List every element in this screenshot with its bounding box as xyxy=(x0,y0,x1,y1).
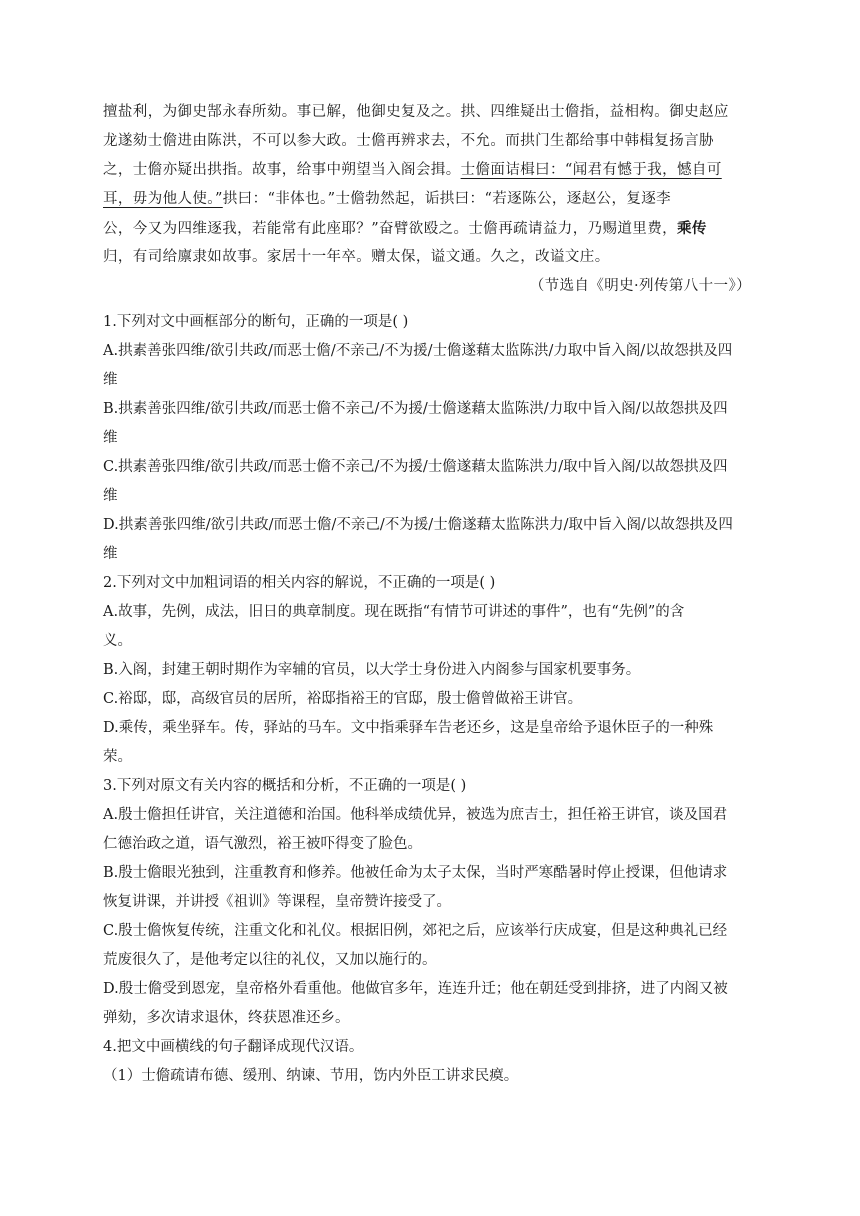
option-c-cont: 维 xyxy=(103,488,118,504)
option-a: A.故事，先例，成法，旧日的典章制度。现在既指“有情节可讲述的事件”，也有“先例”的含 xyxy=(103,604,685,620)
option-d: D.拱素善张四维/欲引共政/而恶士儋/不亲己/不为援/士儋遂藉太监陈洪力/取中旨入阁/以故怨拱及四 xyxy=(103,517,733,533)
option-b: B.拱素善张四维/欲引共政/而恶士儋不亲己/不为援/士儋遂藉太监陈洪/力取中旨入阁/以故怨拱及四 xyxy=(103,401,728,417)
underlined-sentence: 耳，毋为他人使。” xyxy=(103,191,223,207)
passage-line xyxy=(103,98,753,127)
passage-line xyxy=(103,127,753,156)
option-b: B.入阁，封建王朝时期作为宰辅的官员，以大学士身份进入内阁参与国家机要事务。 xyxy=(103,662,641,678)
question-stem: 4.把文中画横线的句子翻译成现代汉语。 xyxy=(103,1039,364,1055)
option-d-cont: 荣。 xyxy=(103,749,132,765)
option-d-cont: 弹劾，多次请求退休，终获恩准还乡。 xyxy=(103,1010,350,1026)
option-d-cont: 维 xyxy=(103,546,118,562)
passage-line xyxy=(103,156,753,185)
option-d: D.乘传，乘坐驿车。传，驿站的马车。文中指乘驿车告老还乡，这是皇帝给予退休臣子的一种殊 xyxy=(103,720,714,736)
option-a: A.殷士儋担任讲官，关注道德和治国。他科举成绩优异，被选为庶吉士，担任裕王讲官，谈及国君 xyxy=(103,807,728,823)
source-citation: （节选自《明史·列传第八十一》） xyxy=(529,278,751,294)
bold-term: 乘传 xyxy=(677,220,707,237)
option-a: A.拱素善张四维/欲引共政/而恶士儋/不亲己/不为援/士儋遂藉太监陈洪/力取中旨入阁/以故怨拱及四 xyxy=(103,343,733,359)
passage-line xyxy=(103,185,753,214)
option-b: B.殷士儋眼光独到，注重教育和修养。他被任命为太子太保，当时严寒酷暑时停止授课，但他请求 xyxy=(103,865,728,881)
translation-item: （1）士儋疏请布德、缓刑、纳谏、节用，饬内外臣工讲求民瘼。 xyxy=(103,1068,519,1084)
question-stem: 1.下列对文中画框部分的断句，正确的一项是( ) xyxy=(103,314,409,330)
passage-text: 拱曰：“非体也。”士儋勃然起，诟拱曰：“若逐陈公，逐赵公，复逐李 xyxy=(222,191,672,207)
option-a-cont: 仁德治政之道，语气激烈，裕王被吓得变了脸色。 xyxy=(103,836,422,852)
passage-text: 龙遂劾士儋进由陈洪，不可以参大政。士儋再辨求去，不允。而拱门生都给事中韩楫复扬言胁 xyxy=(103,133,714,149)
passage-text: 之，士儋亦疑出拱指。故事，给事中朔望当入阁会揖。 xyxy=(103,162,461,178)
option-c: C.殷士儋恢复传统，注重文化和礼仪。根据旧例，郊祀之后，应该举行庆成宴，但是这种典礼已经 xyxy=(103,923,728,939)
question-stem: 2.下列对文中加粗词语的相关内容的解说，不正确的一项是( ) xyxy=(103,575,496,591)
option-b-cont: 恢复讲课，并讲授《祖训》等课程，皇帝赞许接受了。 xyxy=(103,894,451,910)
option-b-cont: 维 xyxy=(103,430,118,446)
option-a-cont: 义。 xyxy=(103,633,132,649)
passage-line xyxy=(103,214,753,243)
question-stem: 3.下列对原文有关内容的概括和分析，不正确的一项是( ) xyxy=(103,778,467,794)
passage-text: 擅盐利，为御史郜永春所劾。事已解，他御史复及之。拱、四维疑出士儋指，益相构。御史赵应 xyxy=(103,104,729,120)
option-c: C.裕邸，邸，高级官员的居所，裕邸指裕王的官邸，殷士儋曾做裕王讲官。 xyxy=(103,691,583,707)
questions xyxy=(103,308,759,1091)
passage-text: 公，今又为四维逐我，若能常有此座耶？”奋臂欲殴之。士儋再疏请益力，乃赐道里费， xyxy=(103,221,678,237)
option-d: D.殷士儋受到恩宠，皇帝格外看重他。他做官多年，连连升迁；他在朝廷受到排挤，进了内阁又被 xyxy=(103,981,728,997)
passage-text: 归，有司给廪隶如故事。家居十一年卒。赠太保，谥文通。久之，改谥文庄。 xyxy=(103,249,610,265)
option-c: C.拱素善张四维/欲引共政/而恶士儋不亲己/不为援/士儋遂藉太监陈洪力/取中旨入阁/以故怨拱及四 xyxy=(103,459,728,475)
classical-passage xyxy=(103,98,753,301)
passage-line xyxy=(103,243,753,272)
underlined-sentence: 士儋面诘楫曰：“闻君有憾于我，憾自可 xyxy=(460,162,722,178)
option-c-cont: 荒废很久了，是他考定以往的礼仪，又加以施行的。 xyxy=(103,952,437,968)
option-a-cont: 维 xyxy=(103,372,118,388)
